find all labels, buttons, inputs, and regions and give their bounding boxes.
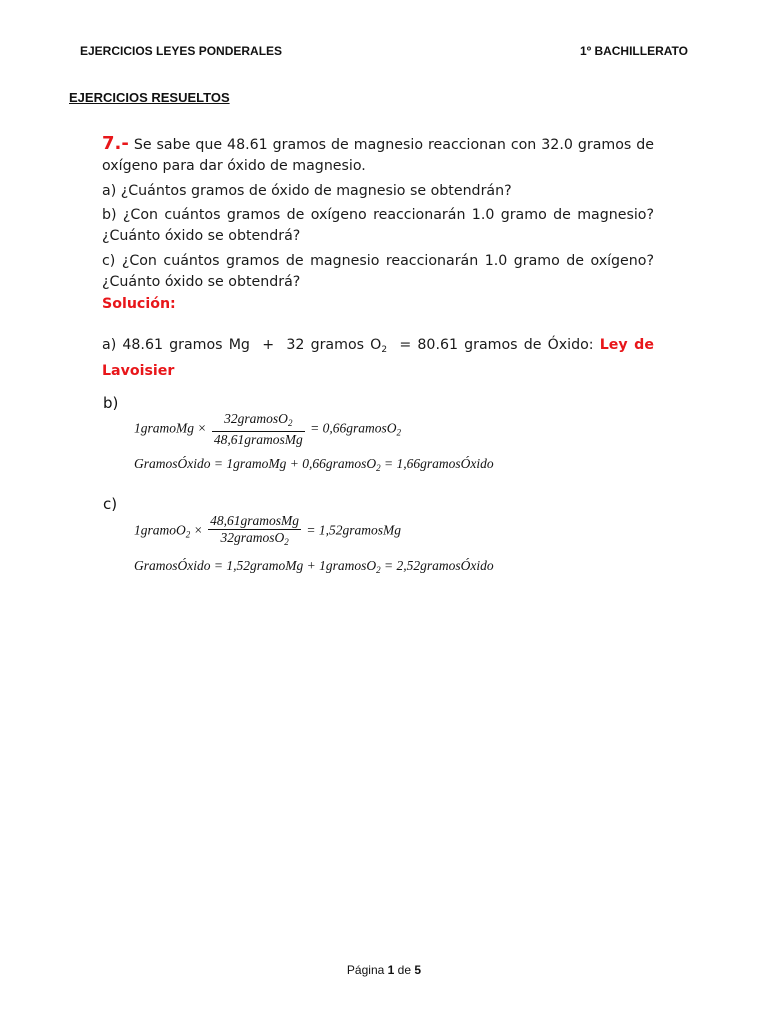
solution-b-eq1-rhs: = 0,66gramosO [310, 420, 397, 436]
header-left-title: EJERCICIOS LEYES PONDERALES [80, 44, 283, 58]
question-b: b) ¿Con cuántos gramos de oxígeno reaccionarán 1.0 gramo de magnesio? ¿Cuánto óxido se obtendrá? [102, 207, 654, 244]
solution-c-eq2-sub: 2 [376, 565, 381, 575]
problem-statement [102, 133, 654, 177]
solution-b-eq2-part1: GramosÓxido = 1gramoMg + 0,66gramosO [134, 456, 377, 471]
solution-c-eq2-part1: GramosÓxido = 1,52gramoMg + 1gramosO [134, 558, 377, 573]
section-title: EJERCICIOS RESUELTOS [69, 90, 230, 105]
solution-c-eq1-rhs: = 1,52gramosMg [306, 522, 402, 538]
footer-total-pages: 5 [414, 963, 422, 977]
solution-b-eq2-part2: = 1,66gramosÓxido [383, 456, 494, 471]
problem-number: 7.- [102, 133, 129, 154]
solution-c-eq2-part2: = 2,52gramosÓxido [383, 558, 494, 573]
solution-label: Solución: [102, 296, 176, 312]
question-c: c) ¿Con cuántos gramos de magnesio reaccionarán 1.0 gramo de oxígeno? ¿Cuánto óxido se obtendrá? [102, 253, 654, 290]
solution-c-fraction [208, 513, 301, 550]
solution-a-term2-prefix: 32 gramos O [286, 337, 382, 353]
solution-a-label: a) [102, 337, 117, 353]
solution-b-equation-2 [134, 456, 494, 473]
solution-a-term2 [286, 337, 387, 353]
solution-c-fraction-denominator [208, 530, 301, 550]
solution-c-den-text: 32gramosO [220, 530, 285, 545]
solution-c-label: c) [103, 495, 118, 513]
solution-b-label: b) [103, 394, 119, 412]
solution-c-times: × [193, 522, 203, 538]
solution-c-den-sub: 2 [284, 537, 289, 547]
solution-b-eq1-rhs-sub: 2 [396, 427, 401, 438]
solution-c-equation-2 [134, 558, 494, 575]
problem-statement-text: Se sabe que 48.61 gramos de magnesio reaccionan con 32.0 gramos de oxígeno para dar óxido de magnesio. [102, 137, 654, 174]
page-footer [0, 963, 768, 977]
solution-c-eq1-lhs: 1gramoO [134, 522, 186, 538]
solution-b-fraction-denominator: 48,61gramosMg [213, 432, 303, 447]
footer-middle: de [397, 963, 412, 977]
question-a: a) ¿Cuántos gramos de óxido de magnesio se obtendrán? [102, 183, 512, 199]
header-right-course: 1º BACHILLERATO [580, 44, 688, 58]
solution-a-term2-sub: 2 [381, 345, 388, 355]
solution-a-law: Ley de Lavoisier [102, 337, 654, 379]
solution-b-fraction-numerator [212, 411, 305, 432]
solution-a-plus: + [262, 337, 275, 353]
solution-b-num-text: 32gramosO [224, 411, 288, 426]
solution-b-num-sub: 2 [287, 418, 293, 428]
footer-prefix: Página [346, 963, 385, 977]
solution-a-term1: 48.61 gramos Mg [122, 337, 250, 353]
solution-c-equation-1 [134, 513, 401, 550]
footer-page-number: 1 [387, 963, 395, 977]
solution-b-equation-1 [134, 411, 401, 448]
solution-a-result: = 80.61 gramos de Óxido: [399, 337, 594, 353]
solution-b-fraction [212, 411, 305, 448]
solution-c-fraction-numerator: 48,61gramosMg [210, 513, 300, 528]
solution-b-eq1-lhs: 1gramoMg × [134, 420, 207, 436]
solution-c-eq1-lhs-sub: 2 [185, 529, 191, 540]
solution-b-eq2-sub: 2 [376, 463, 381, 473]
solution-a [102, 335, 654, 382]
